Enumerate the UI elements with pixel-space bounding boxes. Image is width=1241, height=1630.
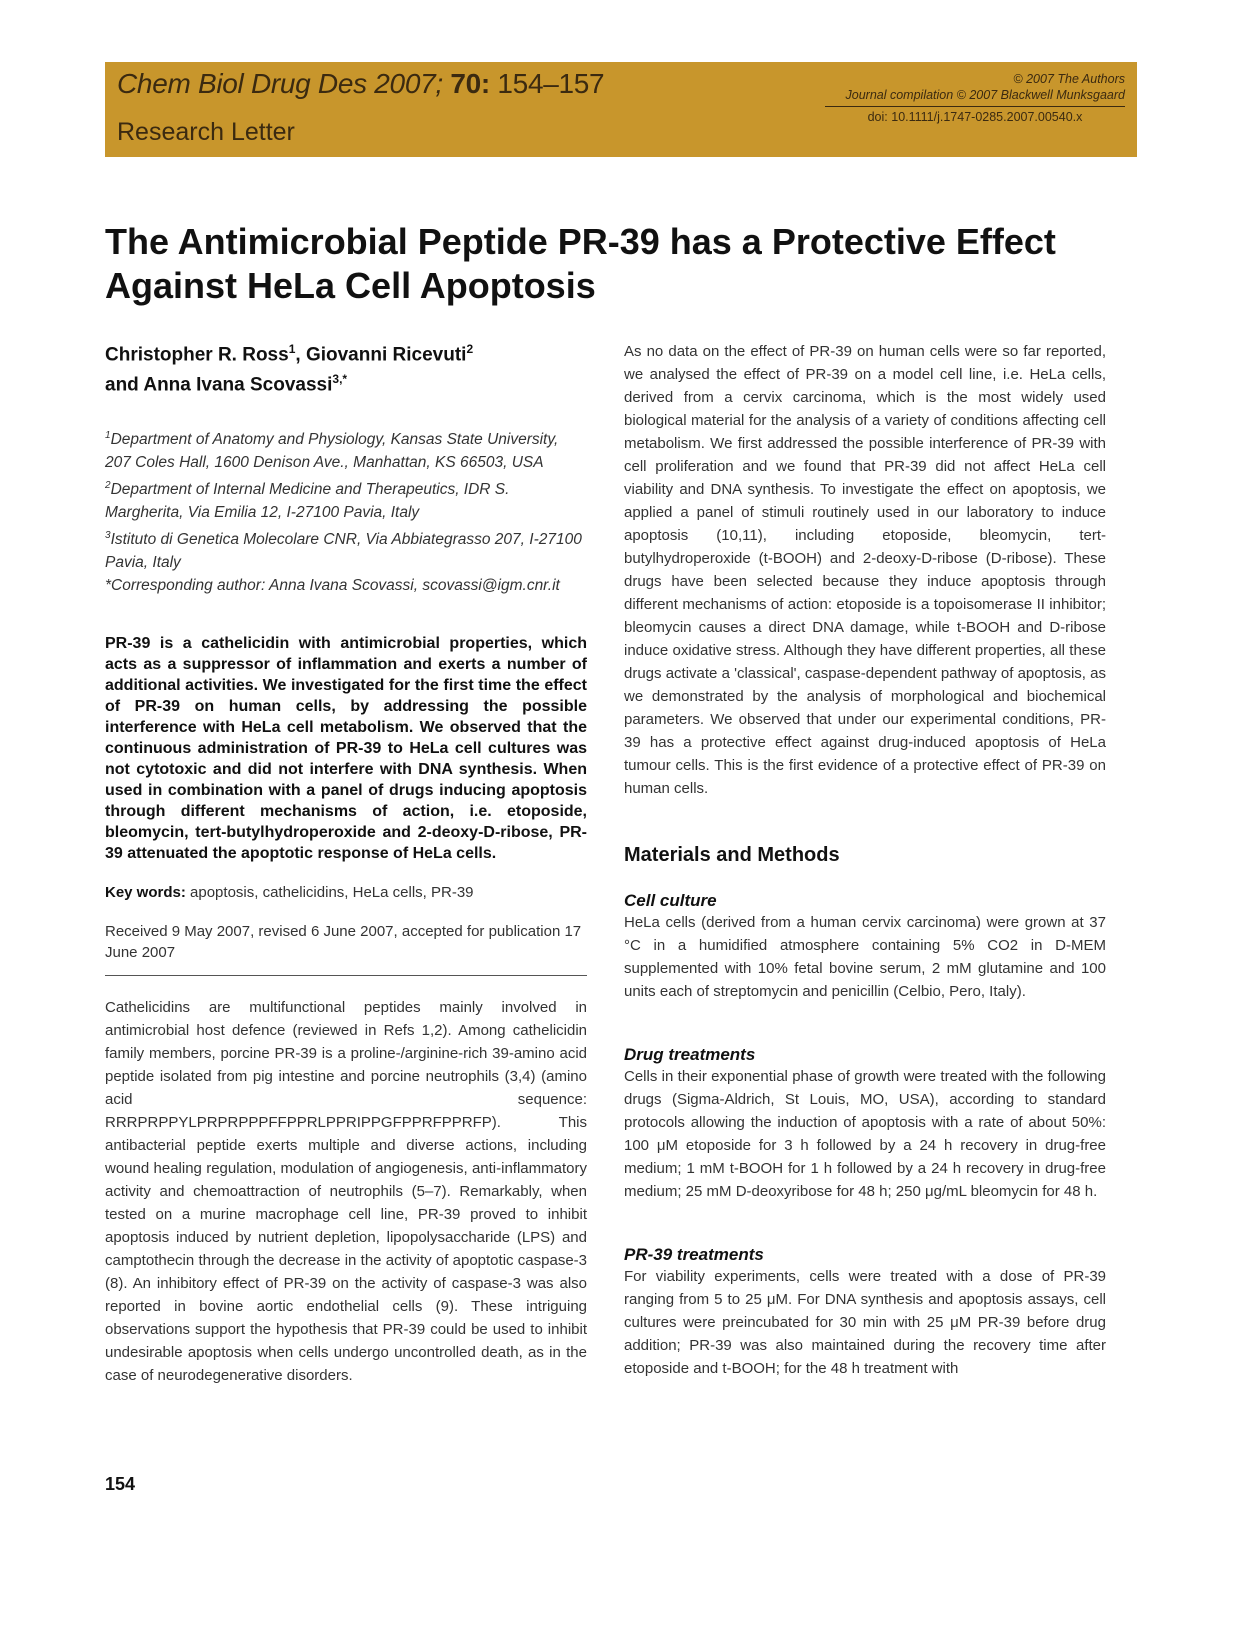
subsection-heading: Cell culture bbox=[624, 891, 717, 910]
keywords bbox=[105, 884, 587, 901]
subsection-heading: PR-39 treatments bbox=[624, 1245, 764, 1264]
compilation-line: Journal compilation © 2007 Blackwell Munksgaard bbox=[845, 88, 1125, 102]
journal-citation bbox=[117, 68, 604, 100]
journal-header-banner bbox=[105, 62, 1137, 157]
affiliations bbox=[105, 424, 587, 597]
left-column bbox=[105, 337, 587, 1387]
affiliation-number: 3 bbox=[105, 529, 111, 541]
copyright-divider bbox=[825, 106, 1125, 107]
author-name: Anna Ivana Scovassi bbox=[143, 374, 333, 396]
affiliation-text: Department of Internal Medicine and Therapeutics, IDR S. Margherita, Via Emilia 12, I-27100 Pavia, Italy bbox=[105, 480, 510, 521]
author-list bbox=[105, 337, 587, 398]
keywords-label: Key words: bbox=[105, 884, 186, 902]
author-name: Giovanni Ricevuti bbox=[305, 344, 467, 366]
affiliation-number: 2 bbox=[105, 479, 111, 491]
author-affil-ref: 1 bbox=[288, 342, 296, 356]
abstract: PR-39 is a cathelicidin with antimicrobial properties, which acts as a suppressor of inflammation and exerts a number of additional activities. We investigated for the first time the effect of PR-39 on human cells, by addressing the possible interference with HeLa cell metabolism. We observed that the continuous administration of PR-39 to HeLa cell cultures was not cytotoxic and did not interfere with DNA synthesis. When used in combination with a panel of drugs inducing apoptosis through different mechanisms of action, i.e. etoposide, bleomycin, tert-butylhydroperoxide and 2-deoxy-D-ribose, PR-39 attenuated the apoptotic response of HeLa cells. bbox=[105, 635, 587, 863]
author-separator: , bbox=[295, 344, 306, 366]
corresponding-author: *Corresponding author: Anna Ivana Scovassi, scovassi@igm.cnr.it bbox=[105, 577, 560, 595]
article-type: Research Letter bbox=[117, 118, 295, 146]
article-title: The Antimicrobial Peptide PR-39 has a Protective Effect Against HeLa Cell Apoptosis bbox=[105, 221, 1056, 306]
intro-paragraph: As no data on the effect of PR-39 on human cells were so far reported, we analysed the effect of PR-39 on a model cell line, i.e. HeLa cells, derived from a cervix carcinoma, which is the most widely used biological material for the analysis of a variety of conditions affecting cell metabolism. We first addressed the possible interference of PR-39 with cell proliferation and we found that PR-39 did not affect HeLa cell viability and DNA synthesis. To investigate the effect on apoptosis, we applied a panel of stimuli routinely used in our laboratory to induce apoptosis (10,11), including etoposide, bleomycin, tert-butylhydroperoxide (t-BOOH) and 2-deoxy-D-ribose (D-ribose). These drugs have been selected because they induce apoptosis through different mechanisms of action: etoposide is a topoisomerase II inhibitor; bleomycin causes a direct DNA damage, while t-BOOH and D-ribose induce oxidative stress. Although they have different properties, all these drugs activate a 'classical', caspase-dependent pathway of apoptosis, as we demonstrated by the analysis of morphological and biochemical parameters. We observed that under our experimental conditions, PR-39 has a protective effect against drug-induced apoptosis of HeLa tumour cells. This is the first evidence of a protective effect of PR-39 on human cells. bbox=[624, 343, 1106, 797]
section-heading: Materials and Methods bbox=[624, 844, 840, 866]
methods-paragraph: HeLa cells (derived from a human cervix carcinoma) were grown at 37 °C in a humidified atmosphere containing 5% CO2 in D-MEM supplemented with 10% fetal bovine serum, 2 mM glutamine and 100 units each of streptomycin and penicillin (Celbio, Pero, Italy). bbox=[624, 914, 1106, 1000]
author-name: Christopher R. Ross bbox=[105, 344, 289, 366]
affiliation-text: Department of Anatomy and Physiology, Kansas State University, 207 Coles Hall, 1600 Denison Ave., Manhattan, KS 66503, USA bbox=[105, 430, 559, 471]
keywords-text: apoptosis, cathelicidins, HeLa cells, PR-39 bbox=[190, 884, 474, 902]
author-separator: and bbox=[105, 374, 144, 396]
affiliation bbox=[105, 424, 587, 474]
author-affil-ref: 3,* bbox=[332, 372, 348, 387]
author-affil-ref: 2 bbox=[466, 342, 474, 356]
affiliation bbox=[105, 474, 587, 524]
affiliation-text: Istituto di Genetica Molecolare CNR, Via Abbiategrasso 207, I-27100 Pavia, Italy bbox=[105, 531, 582, 572]
journal-name: Chem Biol Drug Des 2007; bbox=[117, 68, 443, 99]
doi[interactable]: doi: 10.1111/j.1747-0285.2007.00540.x bbox=[867, 110, 1083, 124]
affiliation bbox=[105, 524, 587, 574]
journal-volume: 70: bbox=[450, 68, 490, 99]
methods-paragraph: Cells in their exponential phase of growth were treated with the following drugs (Sigma-Aldrich, St Louis, MO, USA), according to standard protocols allowing the induction of apoptosis with a rate of about 50%: 100 μM etoposide for 3 h followed by a 24 h recovery in drug-free medium; 1 mM t-BOOH for 1 h followed by a 24 h recovery in drug-free medium; 25 mM D-deoxyribose for 48 h; 250 μg/mL bleomycin for 48 h. bbox=[624, 1068, 1106, 1200]
intro-paragraph: Cathelicidins are multifunctional peptides mainly involved in antimicrobial host defence (reviewed in Refs 1,2). Among cathelicidin family members, porcine PR-39 is a proline-/arginine-rich 39-amino acid peptide isolated from pig intestine and porcine neutrophils (3,4) (amino acid sequence: RRRPRPPYLPRPRPPPFFPPRLPPRIPPGFPPRFPPRFP). This antibacterial peptide exerts multiple and diverse actions, including wound healing regulation, modulation of angiogenesis, anti-inflammatory activity and chemoattraction of neutrophils (5–7). Remarkably, when tested on a murine macrophage cell line, PR-39 proved to inhibit apoptosis induced by nutrient depletion, lipopolysaccharide (LPS) and camptothecin through the decrease in the activity of apoptotic caspase-3 (8). An inhibitory effect of PR-39 on the activity of caspase-3 was also reported in bovine aortic endothelial cells (9). These intriguing observations support the hypothesis that PR-39 could be used to inhibit undesirable apoptosis when cells undergo uncontrolled death, as in the case of neurodegenerative disorders. bbox=[105, 999, 587, 1385]
methods-paragraph: For viability experiments, cells were treated with a dose of PR-39 ranging from 5 to 25 μM. For DNA synthesis and apoptosis assays, cell cultures were preincubated for 30 min with 25 μM PR-39 before drug addition; PR-39 was also maintained during the recovery time after etoposide and t-BOOH; for the 48 h treatment with bbox=[624, 1268, 1106, 1377]
page-number: 154 bbox=[105, 1474, 136, 1494]
section-divider bbox=[105, 975, 587, 976]
subsection-heading: Drug treatments bbox=[624, 1045, 756, 1064]
received-dates: Received 9 May 2007, revised 6 June 2007, accepted for publication 17 June 2007 bbox=[105, 923, 582, 962]
right-column bbox=[624, 340, 1106, 1380]
affiliation-number: 1 bbox=[105, 429, 111, 441]
journal-pages: 154–157 bbox=[497, 68, 605, 99]
copyright-block bbox=[805, 71, 1125, 125]
copyright-line: © 2007 The Authors bbox=[1013, 72, 1125, 86]
